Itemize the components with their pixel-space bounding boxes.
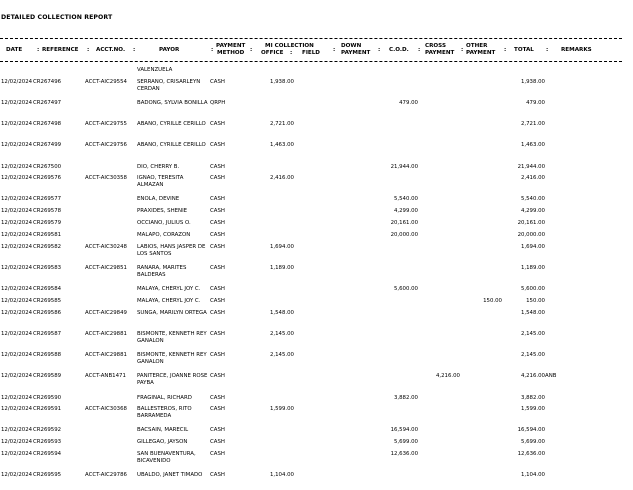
payor-cell: MALAYA, CHERYL JOY C.: [137, 298, 201, 304]
date-cell: 12/02/2024: [1, 331, 33, 337]
payor-cell: DIO, CHERRY B.: [137, 164, 180, 170]
header-down-payment-line1: DOWN: [341, 43, 362, 49]
office-collection-cell: 2,416.00: [269, 175, 294, 181]
cod-cell: 4,299.00: [393, 208, 418, 214]
reference-cell: CR267499: [33, 142, 62, 148]
payor-cell: UBALDO, JANET TIMADO: [137, 472, 203, 478]
payment-method-cell: CASH: [210, 232, 225, 238]
header-separator: :: [378, 47, 381, 53]
payment-method-cell: CASH: [210, 175, 225, 181]
header-separator: :: [37, 47, 40, 53]
office-collection-cell: 1,938.00: [269, 79, 294, 85]
office-collection-cell: 2,145.00: [269, 352, 294, 358]
date-cell: 12/02/2024: [1, 427, 33, 433]
reference-cell: CR269581: [33, 232, 62, 238]
payor-cell: BACSAIN, MARECIL: [137, 427, 189, 433]
cod-cell: 5,540.00: [393, 196, 418, 202]
payment-method-cell: CASH: [210, 286, 225, 292]
header-separator: :: [211, 47, 214, 53]
header-cross-payment-line1: CROSS: [425, 43, 446, 49]
header-separator: :: [461, 47, 464, 53]
payor-cell: ENOLA, DEVINE: [137, 196, 180, 202]
reference-cell: CR269588: [33, 352, 62, 358]
header-down-payment-line2: PAYMENT: [341, 50, 371, 56]
payor-cell: MALAPO, CORAZON: [137, 232, 191, 238]
payment-method-cell: CASH: [210, 220, 225, 226]
payor-cell: VALENZUELA: [137, 67, 173, 73]
header-cod: C.O.D.: [389, 47, 409, 53]
office-collection-cell: 2,145.00: [269, 331, 294, 337]
remarks-cell: ANB: [545, 373, 557, 379]
payment-method-cell: CASH: [210, 395, 225, 401]
payment-method-cell: CASH: [210, 472, 225, 478]
payor-cell: OCCIANO, JULIUS O.: [137, 220, 191, 226]
payor-cell: FRAGINAL, RICHARD: [137, 395, 192, 401]
total-cell: 1,104.00: [520, 472, 545, 478]
header-separator: :: [133, 47, 136, 53]
header-office: OFFICE: [261, 50, 284, 56]
total-cell: 16,594.00: [517, 427, 545, 433]
office-collection-cell: 1,599.00: [269, 406, 294, 412]
total-cell: 21,944.00: [517, 164, 545, 170]
reference-cell: CR269579: [33, 220, 62, 226]
header-separator: :: [87, 47, 90, 53]
header-total: TOTAL: [514, 47, 534, 53]
payment-method-cell: CASH: [210, 79, 225, 85]
date-cell: 12/02/2024: [1, 100, 33, 106]
date-cell: 12/02/2024: [1, 472, 33, 478]
header-reference: REFERENCE: [42, 47, 79, 53]
table-header: [0, 38, 622, 62]
date-cell: 12/02/2024: [1, 220, 33, 226]
header-date: DATE: [6, 47, 23, 53]
header-mi-collection: MI COLLECTION: [265, 43, 314, 49]
total-cell: 2,145.00: [520, 331, 545, 337]
header-separator: :: [546, 47, 549, 53]
total-cell: 1,189.00: [520, 265, 545, 271]
date-cell: 12/02/2024: [1, 352, 33, 358]
header-separator: :: [290, 50, 293, 56]
date-cell: 12/02/2024: [1, 406, 33, 412]
total-cell: 2,416.00: [520, 175, 545, 181]
payor-cell: LABIOS, HANS JASPER DE LOS SANTOS: [137, 244, 206, 257]
total-cell: 12,636.00: [517, 451, 545, 457]
reference-cell: CR269576: [33, 175, 62, 181]
total-cell: 5,540.00: [520, 196, 545, 202]
reference-cell: CR267496: [33, 79, 62, 85]
reference-cell: CR269585: [33, 298, 62, 304]
payor-cell: BISMONTE, KENNETH REY GANALON: [137, 331, 207, 344]
payment-method-cell: CASH: [210, 373, 225, 379]
payment-method-cell: CASH: [210, 406, 225, 412]
header-payment-method-line1: PAYMENT: [216, 43, 246, 49]
payment-method-cell: CASH: [210, 196, 225, 202]
header-separator: :: [504, 47, 507, 53]
payment-method-cell: QRPH: [210, 100, 226, 106]
date-cell: 12/02/2024: [1, 265, 33, 271]
payor-cell: GILLEGAO, JAYSON: [137, 439, 188, 445]
total-cell: 1,463.00: [520, 142, 545, 148]
payment-method-cell: CASH: [210, 427, 225, 433]
header-other-payment-line1: OTHER: [466, 43, 488, 49]
reference-cell: CR269578: [33, 208, 62, 214]
payment-method-cell: CASH: [210, 310, 225, 316]
date-cell: 12/02/2024: [1, 451, 33, 457]
cod-cell: 479.00: [399, 100, 418, 106]
total-cell: 150.00: [526, 298, 545, 304]
reference-cell: CR269587: [33, 331, 62, 337]
payment-method-cell: CASH: [210, 121, 225, 127]
date-cell: 12/02/2024: [1, 142, 33, 148]
office-collection-cell: 1,463.00: [269, 142, 294, 148]
date-cell: 12/02/2024: [1, 175, 33, 181]
date-cell: 12/02/2024: [1, 79, 33, 85]
date-cell: 12/02/2024: [1, 196, 33, 202]
reference-cell: CR269589: [33, 373, 62, 379]
payment-method-cell: CASH: [210, 244, 225, 250]
reference-cell: CR267498: [33, 121, 62, 127]
date-cell: 12/02/2024: [1, 395, 33, 401]
date-cell: 12/02/2024: [1, 373, 33, 379]
account-number-cell: ACCT-AIC29881: [85, 352, 127, 358]
payment-method-cell: CASH: [210, 331, 225, 337]
account-number-cell: ACCT-AIC29849: [85, 310, 127, 316]
cod-cell: 5,600.00: [393, 286, 418, 292]
date-cell: 12/02/2024: [1, 208, 33, 214]
cod-cell: 12,636.00: [390, 451, 418, 457]
payor-cell: BALLESTEROS, RITO BARRAMEDA: [137, 406, 192, 419]
total-cell: 2,145.00: [520, 352, 545, 358]
date-cell: 12/02/2024: [1, 232, 33, 238]
account-number-cell: ACCT-AIC30368: [85, 406, 127, 412]
office-collection-cell: 1,189.00: [269, 265, 294, 271]
total-cell: 20,161.00: [517, 220, 545, 226]
payor-cell: RANARA, MARITES BALDERAS: [137, 265, 187, 278]
reference-cell: CR267497: [33, 100, 62, 106]
payor-cell: PANITERCE, JOANNE ROSE PAYBA: [137, 373, 208, 386]
reference-cell: CR269583: [33, 265, 62, 271]
header-cross-payment-line2: PAYMENT: [425, 50, 455, 56]
total-cell: 4,299.00: [520, 208, 545, 214]
total-cell: 2,721.00: [520, 121, 545, 127]
payor-cell: BADONG, SYLVIA BONILLA: [137, 100, 208, 106]
date-cell: 12/02/2024: [1, 310, 33, 316]
account-number-cell: ACCT-AIC29851: [85, 265, 127, 271]
payment-method-cell: CASH: [210, 208, 225, 214]
payment-method-cell: CASH: [210, 451, 225, 457]
header-payment-method-line2: METHOD: [217, 50, 245, 56]
payment-method-cell: CASH: [210, 142, 225, 148]
payment-method-cell: CASH: [210, 352, 225, 358]
total-cell: 1,938.00: [520, 79, 545, 85]
account-number-cell: ACCT-AIC29755: [85, 121, 127, 127]
total-cell: 20,000.00: [517, 232, 545, 238]
cod-cell: 5,699.00: [393, 439, 418, 445]
report-title: DETAILED COLLECTION REPORT: [1, 14, 113, 21]
date-cell: 12/02/2024: [1, 244, 33, 250]
account-number-cell: ACCT-AIC29554: [85, 79, 127, 85]
total-cell: 5,600.00: [520, 286, 545, 292]
reference-cell: CR269584: [33, 286, 62, 292]
account-number-cell: ACCT-AIC29756: [85, 142, 127, 148]
header-acct-no: ACCT.NO.: [96, 47, 126, 53]
other-payment-cell: 150.00: [483, 298, 502, 304]
payment-method-cell: CASH: [210, 265, 225, 271]
header-remarks: REMARKS: [561, 47, 592, 53]
reference-cell: CR269592: [33, 427, 62, 433]
account-number-cell: ACCT-AIC29786: [85, 472, 127, 478]
header-separator: :: [333, 47, 336, 53]
reference-cell: CR269594: [33, 451, 62, 457]
payor-cell: MALAYA, CHERYL JOY C.: [137, 286, 201, 292]
account-number-cell: ACCT-ANB1471: [85, 373, 126, 379]
payor-cell: SUNGA, MARILYN ORTEGA: [137, 310, 207, 316]
office-collection-cell: 2,721.00: [269, 121, 294, 127]
account-number-cell: ACCT-AIC29881: [85, 331, 127, 337]
payor-cell: SERRANO, CRISARLEYN CERDAN: [137, 79, 201, 92]
reference-cell: CR269586: [33, 310, 62, 316]
cod-cell: 3,882.00: [393, 395, 418, 401]
payor-cell: BISMONTE, KENNETH REY GANALON: [137, 352, 207, 365]
header-payor: PAYOR: [159, 47, 180, 53]
total-cell: 1,694.00: [520, 244, 545, 250]
payor-cell: IGNAO, TERESITA ALMAZAN: [137, 175, 184, 188]
total-cell: 5,699.00: [520, 439, 545, 445]
account-number-cell: ACCT-AIC30358: [85, 175, 127, 181]
reference-cell: CR267500: [33, 164, 62, 170]
total-cell: 479.00: [526, 100, 545, 106]
payor-cell: ABANO, CYRILLE CERILLO: [137, 142, 206, 148]
date-cell: 12/02/2024: [1, 164, 33, 170]
office-collection-cell: 1,694.00: [269, 244, 294, 250]
reference-cell: CR269593: [33, 439, 62, 445]
office-collection-cell: 1,104.00: [269, 472, 294, 478]
date-cell: 12/02/2024: [1, 439, 33, 445]
payor-cell: SAN BUENAVENTURA, BICAVENIDO: [137, 451, 196, 464]
cod-cell: 21,944.00: [390, 164, 418, 170]
reference-cell: CR269595: [33, 472, 62, 478]
payment-method-cell: CASH: [210, 439, 225, 445]
date-cell: 12/02/2024: [1, 298, 33, 304]
cross-payment-cell: 4,216.00: [435, 373, 460, 379]
total-cell: 3,882.00: [520, 395, 545, 401]
total-cell: 1,548.00: [520, 310, 545, 316]
office-collection-cell: 1,548.00: [269, 310, 294, 316]
cod-cell: 20,000.00: [390, 232, 418, 238]
reference-cell: CR269590: [33, 395, 62, 401]
header-separator: :: [250, 47, 253, 53]
reference-cell: CR269591: [33, 406, 62, 412]
payor-cell: ABANO, CYRILLE CERILLO: [137, 121, 206, 127]
payment-method-cell: CASH: [210, 164, 225, 170]
date-cell: 12/02/2024: [1, 121, 33, 127]
cod-cell: 20,161.00: [390, 220, 418, 226]
date-cell: 12/02/2024: [1, 286, 33, 292]
header-separator: :: [418, 47, 421, 53]
account-number-cell: ACCT-AIC30248: [85, 244, 127, 250]
cod-cell: 16,594.00: [390, 427, 418, 433]
total-cell: 1,599.00: [520, 406, 545, 412]
header-other-payment-line2: PAYMENT: [466, 50, 496, 56]
payment-method-cell: CASH: [210, 298, 225, 304]
header-field: FIELD: [302, 50, 320, 56]
reference-cell: CR269577: [33, 196, 62, 202]
total-cell: 4,216.00: [520, 373, 545, 379]
reference-cell: CR269582: [33, 244, 62, 250]
payor-cell: PRAXIDES, SHENIE: [137, 208, 188, 214]
